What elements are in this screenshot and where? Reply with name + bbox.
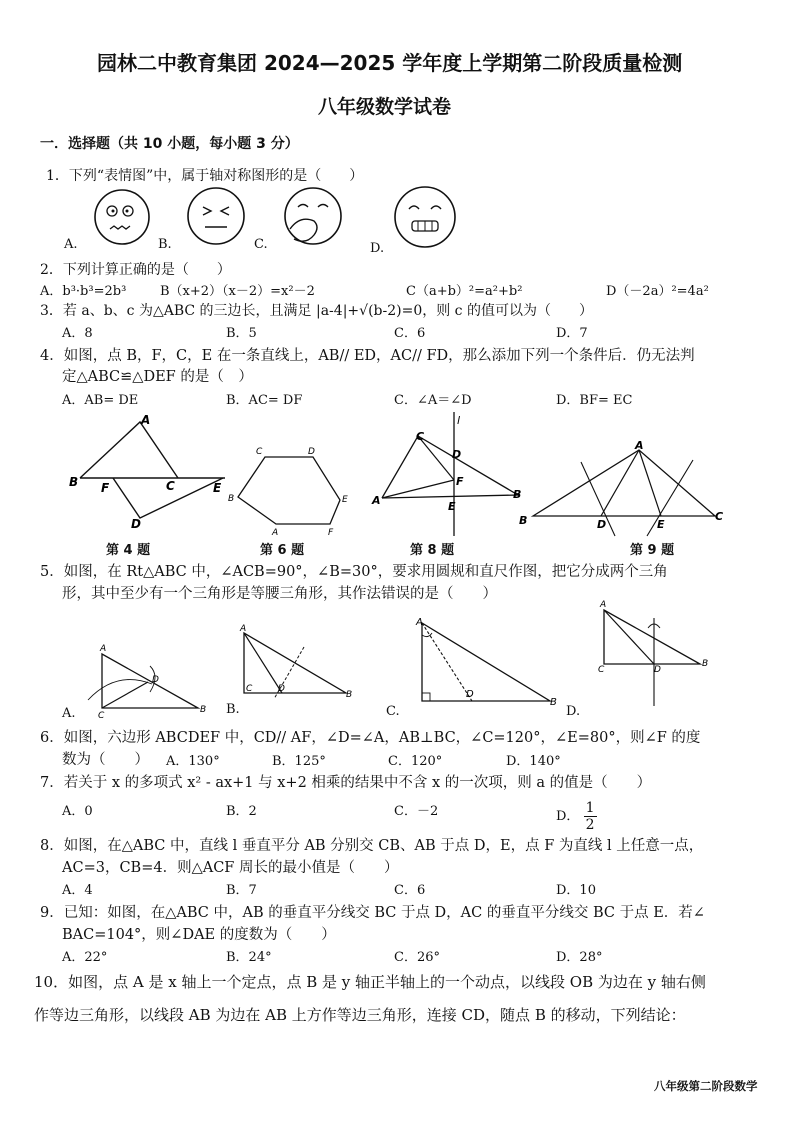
section-title: 一．选择题（共 10 小题，每小题 3 分） bbox=[40, 136, 299, 152]
q5a-label-b: B bbox=[200, 705, 207, 715]
q8-stem-line1: 8．如图，在△ABC 中，直线 l 垂直平分 AB 分别交 CB、AB 于点 D，E，点 F 为直线 l 上任意一点， bbox=[40, 838, 704, 854]
q8-option-b: B．7 bbox=[226, 883, 257, 898]
q9-option-c: C．26° bbox=[394, 950, 440, 965]
q3-option-b: B．5 bbox=[226, 326, 257, 341]
fig9-label-c: C bbox=[715, 510, 724, 523]
q3-option-a: A．8 bbox=[62, 326, 93, 341]
fig4-label-d: D bbox=[131, 517, 141, 531]
q2-stem: 2．下列计算正确的是（ ） bbox=[40, 262, 231, 278]
q5b-label-b: B bbox=[346, 690, 353, 700]
q7-fraction bbox=[584, 800, 597, 833]
figure-q6 bbox=[228, 442, 358, 537]
caption-fig9: 第 9 题 bbox=[630, 543, 675, 558]
fig8-label-f: F bbox=[456, 475, 464, 488]
q5-figure-a bbox=[86, 640, 216, 720]
q1-label-b: B. bbox=[158, 237, 172, 252]
fig4-label-b: B bbox=[69, 475, 79, 489]
q5a-label-a: A bbox=[100, 644, 107, 654]
fig8-label-b: B bbox=[513, 488, 522, 501]
caption-fig4: 第 4 题 bbox=[106, 543, 151, 558]
q4-option-a: A．AB= DE bbox=[62, 393, 139, 408]
q5d-label-c: C bbox=[598, 665, 605, 675]
q6-option-b: B．125° bbox=[272, 754, 326, 769]
q1-label-a: A. bbox=[64, 237, 78, 252]
q8-stem-line2: AC=3，CB=4．则△ACF 周长的最小值是（ ） bbox=[62, 860, 399, 876]
q7-fraction-numerator: 1 bbox=[585, 800, 595, 816]
q6-option-d: D．140° bbox=[506, 754, 561, 769]
q1-label-d: D. bbox=[370, 241, 385, 256]
q6-option-a: A．130° bbox=[166, 754, 220, 769]
q8-option-a: A．4 bbox=[62, 883, 93, 898]
q5c-label-d: D bbox=[466, 689, 474, 700]
q6-option-c: C．120° bbox=[388, 754, 443, 769]
fig8-label-c: C bbox=[416, 430, 425, 443]
q5d-label-d: D bbox=[654, 665, 661, 675]
fig4-label-c: C bbox=[166, 479, 175, 493]
q9-option-d: D．28° bbox=[556, 950, 603, 965]
q4-stem-line2: 定△ABC≌△DEF 的是（ ） bbox=[62, 369, 253, 385]
q2-option-c: C（a+b）²=a²+b² bbox=[406, 284, 523, 299]
q6-stem-line1: 6．如图，六边形 ABCDEF 中，CD// AF，∠D=∠A，AB⊥BC，∠C=120°，∠E=80°，则∠F 的度 bbox=[40, 730, 701, 746]
fig8-label-e: E bbox=[448, 500, 456, 513]
q3-option-c: C．6 bbox=[394, 326, 426, 341]
q6-stem-line2: 数为（ ） bbox=[62, 752, 149, 768]
q5-stem-line1: 5．如图，在 Rt△ABC 中，∠ACB=90°，∠B=30°，要求用圆规和直尺作图，把它分成两个三角 bbox=[40, 564, 668, 580]
q5-label-b: B. bbox=[226, 702, 240, 717]
q5b-label-c: C bbox=[246, 684, 253, 694]
q7-fraction-denominator: 2 bbox=[585, 817, 595, 833]
q5-label-a: A. bbox=[62, 706, 76, 721]
q9-option-a: A．22° bbox=[62, 950, 108, 965]
q5a-label-c: C bbox=[98, 711, 105, 721]
fig6-label-c: C bbox=[256, 447, 263, 457]
q1-stem: 1．下列“表情图”中，属于轴对称图形的是（ ） bbox=[46, 168, 364, 184]
exam-subtitle: 八年级数学试卷 bbox=[318, 96, 452, 118]
q2-option-b: B（x+2）（x－2）=x²－2 bbox=[160, 284, 315, 299]
q3-stem: 3．若 a、b、c 为△ABC 的三边长，且满足 |a-4|+√(b-2)=0，则 c 的值可以为（ ） bbox=[40, 303, 593, 319]
q5-label-c: C. bbox=[386, 704, 400, 719]
q5d-label-b: B bbox=[702, 659, 709, 669]
q1-face-c bbox=[280, 185, 350, 250]
exam-title: 园林二中教育集团 2024—2025 学年度上学期第二阶段质量检测 bbox=[97, 51, 683, 75]
q5b-label-a: A bbox=[240, 624, 247, 634]
fig6-label-f: F bbox=[328, 528, 334, 538]
q7-option-c: C．－2 bbox=[394, 804, 439, 819]
fig9-label-d: D bbox=[597, 518, 607, 531]
q5d-label-a: A bbox=[600, 600, 607, 610]
q8-option-d: D．10 bbox=[556, 883, 596, 898]
figure-q9 bbox=[515, 440, 725, 540]
page-footer: 八年级第二阶段数学 bbox=[654, 1079, 758, 1093]
q2-option-d: D（－2a）²=4a² bbox=[606, 284, 709, 299]
fig6-label-e: E bbox=[342, 495, 348, 505]
fig8-label-l: l bbox=[457, 414, 461, 427]
figure-q8 bbox=[368, 410, 528, 538]
q1-face-d bbox=[392, 185, 460, 250]
q5c-label-a: A bbox=[416, 617, 423, 628]
q4-option-b: B．AC= DF bbox=[226, 393, 303, 408]
q9-option-b: B．24° bbox=[226, 950, 272, 965]
q2-option-a: A．b³·b³=2b³ bbox=[40, 284, 127, 299]
q4-option-c: C．∠A＝∠D bbox=[394, 393, 472, 408]
q7-option-d bbox=[556, 800, 597, 833]
fig4-label-e: E bbox=[213, 481, 222, 495]
q5a-label-d: D bbox=[152, 675, 159, 685]
fig9-label-a: A bbox=[635, 439, 644, 452]
q7-option-a: A．0 bbox=[62, 804, 93, 819]
q1-face-a bbox=[92, 187, 152, 247]
fig8-label-a: A bbox=[372, 494, 381, 507]
q7-option-b: B．2 bbox=[226, 804, 257, 819]
q4-stem-line1: 4．如图，点 B，F，C，E 在一条直线上，AB// ED，AC// FD，那么添加下列一个条件后．仍无法判 bbox=[40, 348, 695, 364]
fig6-label-a: A bbox=[272, 528, 279, 538]
q10-stem-line2: 作等边三角形，以线段 AB 为边在 AB 上方作等边三角形，连接 CD，随点 B 的移动，下列结论： bbox=[34, 1006, 686, 1024]
q5-label-d: D. bbox=[566, 704, 581, 719]
fig6-label-b: B bbox=[228, 494, 235, 504]
q4-option-d: D．BF= EC bbox=[556, 393, 633, 408]
q7-stem: 7．若关于 x 的多项式 x² - ax+1 与 x+2 相乘的结果中不含 x 的一次项，则 a 的值是（ ） bbox=[40, 775, 652, 791]
fig6-label-d: D bbox=[308, 447, 315, 457]
q9-stem-line1: 9．已知：如图，在△ABC 中，AB 的垂直平分线交 BC 于点 D，AC 的垂直平分线交 BC 于点 E．若∠ bbox=[40, 905, 705, 921]
q9-stem-line2: BAC=104°，则∠DAE 的度数为（ ） bbox=[62, 927, 336, 943]
q1-label-c: C. bbox=[254, 237, 268, 252]
caption-fig8: 第 8 题 bbox=[410, 543, 455, 558]
q1-face-b bbox=[185, 185, 247, 247]
q5-figure-b bbox=[234, 625, 364, 700]
q7-option-d-label: D． bbox=[556, 809, 580, 824]
q10-stem-line1: 10．如图，点 A 是 x 轴上一个定点，点 B 是 y 轴正半轴上的一个动点，以线段 OB 为边在 y 轴右侧 bbox=[34, 973, 706, 991]
caption-fig6: 第 6 题 bbox=[260, 543, 305, 558]
fig9-label-e: E bbox=[657, 518, 665, 531]
q5b-label-d: D bbox=[278, 684, 285, 694]
fig4-label-a: A bbox=[141, 413, 151, 427]
q5-stem-line2: 形，其中至少有一个三角形是等腰三角形，其作法错误的是（ ） bbox=[62, 586, 497, 602]
q5c-label-b: B bbox=[550, 697, 557, 708]
q8-option-c: C．6 bbox=[394, 883, 426, 898]
q5-figure-c bbox=[410, 617, 560, 707]
fig8-label-d: D bbox=[452, 448, 462, 461]
figure-q4 bbox=[65, 410, 235, 535]
fig9-label-b: B bbox=[519, 514, 528, 527]
q3-option-d: D．7 bbox=[556, 326, 588, 341]
q5-figure-d bbox=[596, 598, 716, 708]
fig4-label-f: F bbox=[101, 481, 110, 495]
